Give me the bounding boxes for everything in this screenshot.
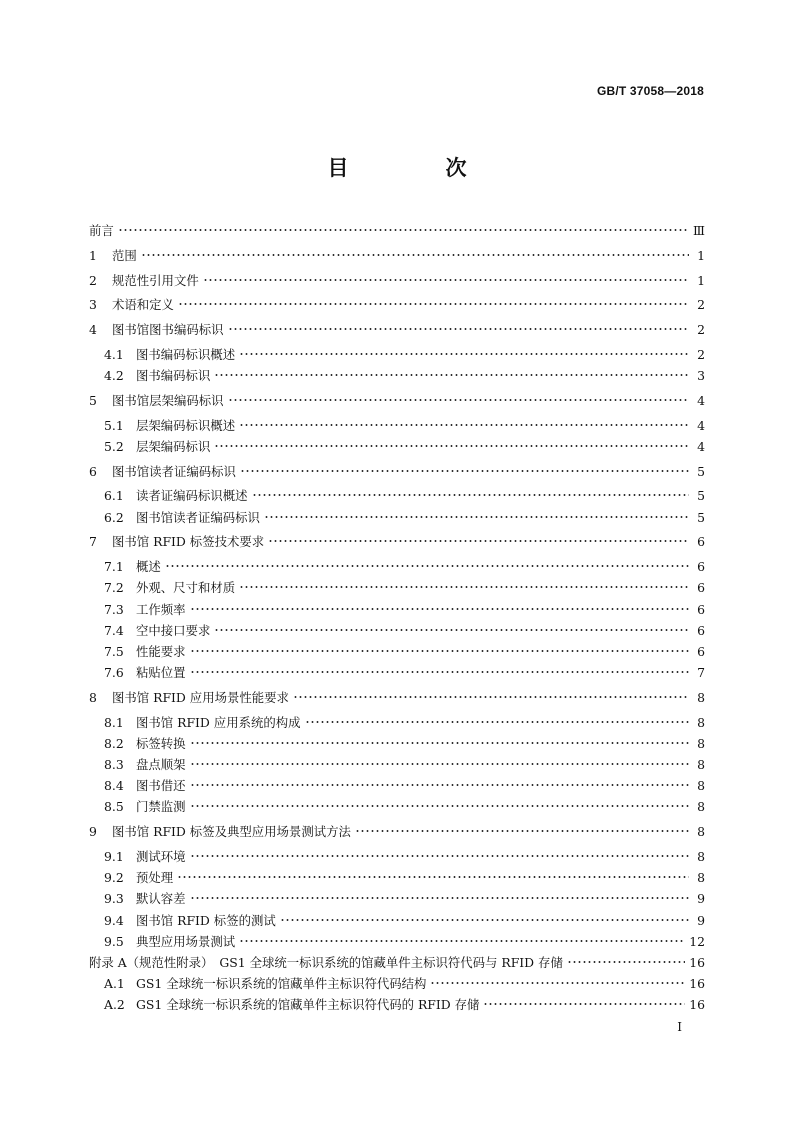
- toc-entry-page: 6: [697, 580, 705, 596]
- dot-leader: [203, 274, 689, 286]
- toc-entry-page: 6: [697, 601, 705, 617]
- toc-entry-page: 1: [697, 272, 705, 288]
- toc-entry[interactable]: [89, 910, 705, 931]
- toc-entry-number: 8.1: [104, 714, 124, 730]
- toc-entry[interactable]: [89, 620, 705, 641]
- toc-entry-title: 层架编码标识概述: [136, 417, 236, 433]
- toc-entry-page: 5: [697, 463, 705, 479]
- toc-entry-number: 9: [89, 824, 97, 840]
- toc-entry[interactable]: [89, 599, 705, 620]
- dot-leader: [190, 779, 689, 791]
- dot-leader: [239, 419, 689, 431]
- toc-entry-title: 图书馆读者证编码标识: [136, 509, 260, 525]
- dot-leader: [190, 737, 689, 749]
- page-title: 目 次: [327, 156, 505, 180]
- toc-entry-page: 8: [697, 714, 705, 730]
- toc-entry-number: 9.5: [104, 933, 124, 949]
- toc-entry[interactable]: [89, 436, 705, 457]
- toc-entry[interactable]: [89, 415, 705, 436]
- toc-entry[interactable]: [89, 687, 705, 708]
- toc-entry-page: 8: [697, 735, 705, 751]
- toc-entry-title: 前言: [89, 223, 114, 238]
- toc-entry[interactable]: [89, 754, 705, 775]
- toc-entry[interactable]: [89, 775, 705, 796]
- dot-leader: [293, 691, 689, 703]
- toc-entry-number: A.1: [104, 976, 125, 992]
- dot-leader: [252, 489, 689, 501]
- toc-entry-page: 6: [697, 534, 705, 550]
- dot-leader: [239, 348, 689, 360]
- toc-entry-title: 典型应用场景测试: [136, 933, 236, 949]
- dot-leader: [483, 998, 685, 1010]
- toc-entry-number: 8.5: [104, 799, 124, 815]
- toc-entry-number: 6: [89, 463, 97, 479]
- toc-entry-title: 图书馆 RFID 标签及典型应用场景测试方法: [112, 824, 351, 840]
- toc-entry-page: 3: [697, 368, 705, 384]
- toc-entry[interactable]: [89, 994, 705, 1015]
- toc-entry[interactable]: [89, 365, 705, 386]
- toc-entry[interactable]: [89, 931, 705, 952]
- toc-entry-title: 术语和定义: [112, 297, 174, 313]
- toc-entry-title: 图书馆 RFID 标签的测试: [136, 912, 276, 928]
- dot-leader: [228, 394, 689, 406]
- toc-entry-title: 图书编码标识概述: [136, 346, 236, 362]
- toc-entry-title: 图书馆 RFID 应用场景性能要求: [112, 689, 289, 705]
- dot-leader: [305, 716, 689, 728]
- toc-entry[interactable]: [89, 662, 705, 683]
- dot-leader: [214, 369, 689, 381]
- dot-leader: [190, 850, 689, 862]
- dot-leader: [177, 871, 689, 883]
- toc-entry-page: 8: [697, 824, 705, 840]
- toc-entry-number: 8.3: [104, 757, 124, 773]
- toc-entry[interactable]: [89, 796, 705, 817]
- toc-entry-number: 7.4: [104, 622, 124, 638]
- toc-entry-title: 外观、尺寸和材质: [136, 580, 236, 596]
- toc-entry-title: 图书馆读者证编码标识: [112, 463, 236, 479]
- toc-entry-number: 8.4: [104, 778, 124, 794]
- dot-leader: [190, 603, 689, 615]
- toc-entry[interactable]: [89, 485, 705, 506]
- toc-entry-title: 工作频率: [136, 601, 186, 617]
- toc-entry-title: 概述: [136, 559, 161, 575]
- toc-entry[interactable]: [89, 846, 705, 867]
- dot-leader: [280, 914, 689, 926]
- dot-leader: [190, 892, 689, 904]
- toc-entry[interactable]: [89, 220, 705, 241]
- toc-entry-title: 图书馆 RFID 应用系统的构成: [136, 714, 301, 730]
- toc-entry-page: 1: [697, 247, 705, 263]
- toc-entry[interactable]: [89, 973, 705, 994]
- toc-entry-page: 7: [697, 665, 705, 681]
- toc-entry-title: 图书馆层架编码标识: [112, 392, 224, 408]
- toc-entry-page: 8: [697, 848, 705, 864]
- toc-entry-page: 8: [697, 799, 705, 815]
- toc-entry[interactable]: [89, 294, 705, 315]
- toc-entry-page: 4: [697, 392, 705, 408]
- dot-leader: [264, 511, 689, 523]
- dot-leader: [118, 224, 689, 236]
- toc-entry[interactable]: [89, 461, 705, 482]
- toc-entry-number: 7.6: [104, 665, 124, 681]
- toc-entry-title: 盘点顺架: [136, 757, 186, 773]
- toc-entry-page: Ⅲ: [693, 223, 705, 238]
- toc-entry-page: 4: [697, 438, 705, 454]
- toc-entry-title: 图书馆 RFID 标签技术要求: [112, 534, 265, 550]
- toc-entry[interactable]: [89, 344, 705, 365]
- toc-entry-number: 8.2: [104, 735, 124, 751]
- dot-leader: [190, 800, 689, 812]
- toc-entry-page: 16: [689, 997, 705, 1013]
- toc-entry-title: GS1 全球统一标识系统的馆藏单件主标识符代码结构: [136, 976, 427, 992]
- toc-entry-page: 8: [697, 778, 705, 794]
- table-of-contents: [89, 220, 705, 1015]
- toc-entry-page: 6: [697, 622, 705, 638]
- dot-leader: [190, 645, 689, 657]
- toc-entry-title: 读者证编码标识概述: [136, 488, 248, 504]
- dot-leader: [190, 758, 689, 770]
- toc-entry-number: 6.2: [104, 509, 124, 525]
- dot-leader: [567, 956, 685, 968]
- toc-entry-title: 范围: [112, 247, 137, 263]
- toc-entry-title: 图书编码标识: [136, 368, 211, 384]
- toc-entry-title: 预处理: [136, 870, 174, 886]
- toc-entry-title: 图书借还: [136, 778, 186, 794]
- toc-entry-number: 3: [89, 297, 97, 313]
- toc-entry-number: 5.2: [104, 438, 124, 454]
- toc-entry-page: 2: [697, 346, 705, 362]
- toc-entry[interactable]: [89, 641, 705, 662]
- dot-leader: [141, 249, 689, 261]
- toc-entry-title: 门禁监测: [136, 799, 186, 815]
- toc-entry-title: 标签转换: [136, 735, 186, 751]
- toc-entry[interactable]: [89, 867, 705, 888]
- toc-entry-number: 4.1: [104, 346, 124, 362]
- dot-leader: [214, 440, 689, 452]
- dot-leader: [165, 560, 689, 572]
- toc-entry-title: 层架编码标识: [136, 438, 211, 454]
- toc-entry-number: 7.5: [104, 643, 124, 659]
- standard-code: GB/T 37058—2018: [596, 84, 704, 98]
- toc-entry-title: GS1 全球统一标识系统的馆藏单件主标识符代码与 RFID 存储: [219, 954, 563, 970]
- dot-leader: [355, 825, 689, 837]
- toc-entry-number: 7: [89, 534, 97, 550]
- toc-entry-page: 16: [689, 954, 705, 970]
- toc-entry-title: GS1 全球统一标识系统的馆藏单件主标识符代码的 RFID 存储: [136, 997, 480, 1013]
- toc-entry[interactable]: [89, 531, 705, 552]
- toc-entry-number: 8: [89, 689, 97, 705]
- toc-entry-page: 16: [689, 976, 705, 992]
- dot-leader: [239, 581, 689, 593]
- toc-entry-page: 8: [697, 689, 705, 705]
- toc-entry-number: 1: [89, 247, 97, 263]
- toc-entry-page: 9: [697, 891, 705, 907]
- toc-entry-number: 9.1: [104, 848, 124, 864]
- toc-entry[interactable]: [89, 733, 705, 754]
- toc-entry[interactable]: [89, 577, 705, 598]
- dot-leader: [240, 465, 689, 477]
- toc-entry-page: 9: [697, 912, 705, 928]
- toc-entry[interactable]: [89, 556, 705, 577]
- toc-entry[interactable]: [89, 319, 705, 340]
- toc-entry-page: 12: [689, 933, 705, 949]
- toc-entry-number: 9.2: [104, 870, 124, 886]
- toc-entry-page: 8: [697, 757, 705, 773]
- toc-entry-page: 6: [697, 559, 705, 575]
- toc-entry-page: 8: [697, 870, 705, 886]
- toc-entry-page: 2: [697, 297, 705, 313]
- toc-entry-number: A.2: [104, 997, 125, 1013]
- toc-entry-number: 6.1: [104, 488, 124, 504]
- page-folio: I: [677, 1020, 682, 1034]
- toc-entry-page: 5: [697, 488, 705, 504]
- toc-entry-number: 5.1: [104, 417, 124, 433]
- toc-entry-title: 测试环境: [136, 848, 186, 864]
- toc-entry-page: 6: [697, 643, 705, 659]
- toc-entry-page: 2: [697, 322, 705, 338]
- dot-leader: [239, 935, 685, 947]
- toc-entry[interactable]: [89, 821, 705, 842]
- toc-entry-title: 性能要求: [136, 643, 186, 659]
- dot-leader: [228, 323, 689, 335]
- dot-leader: [214, 624, 689, 636]
- toc-entry-number: 7.3: [104, 601, 124, 617]
- toc-entry-number: 9.3: [104, 891, 124, 907]
- toc-entry[interactable]: [89, 712, 705, 733]
- toc-entry-number: 4: [89, 322, 97, 338]
- toc-entry[interactable]: [89, 888, 705, 909]
- dot-leader: [190, 666, 689, 678]
- toc-entry-number: 7.2: [104, 580, 124, 596]
- toc-entry-number: 9.4: [104, 912, 124, 928]
- toc-entry-title: 粘贴位置: [136, 665, 186, 681]
- toc-entry-number: 4.2: [104, 368, 124, 384]
- toc-entry[interactable]: [89, 390, 705, 411]
- toc-entry[interactable]: [89, 507, 705, 528]
- toc-entry-number: 7.1: [104, 559, 124, 575]
- toc-entry-title: 规范性引用文件: [112, 272, 199, 288]
- toc-entry[interactable]: [89, 245, 705, 266]
- toc-entry-title: 默认容差: [136, 891, 186, 907]
- dot-leader: [268, 535, 689, 547]
- toc-entry-page: 5: [697, 509, 705, 525]
- toc-entry-title: 图书馆图书编码标识: [112, 322, 224, 338]
- toc-entry-title: 空中接口要求: [136, 622, 211, 638]
- toc-entry-number: 5: [89, 392, 97, 408]
- toc-entry-number: 附录 A（规范性附录）: [89, 954, 214, 970]
- dot-leader: [430, 977, 685, 989]
- dot-leader: [178, 298, 689, 310]
- toc-entry-number: 2: [89, 272, 97, 288]
- toc-entry-page: 4: [697, 417, 705, 433]
- toc-entry[interactable]: [89, 952, 705, 973]
- toc-entry[interactable]: [89, 270, 705, 291]
